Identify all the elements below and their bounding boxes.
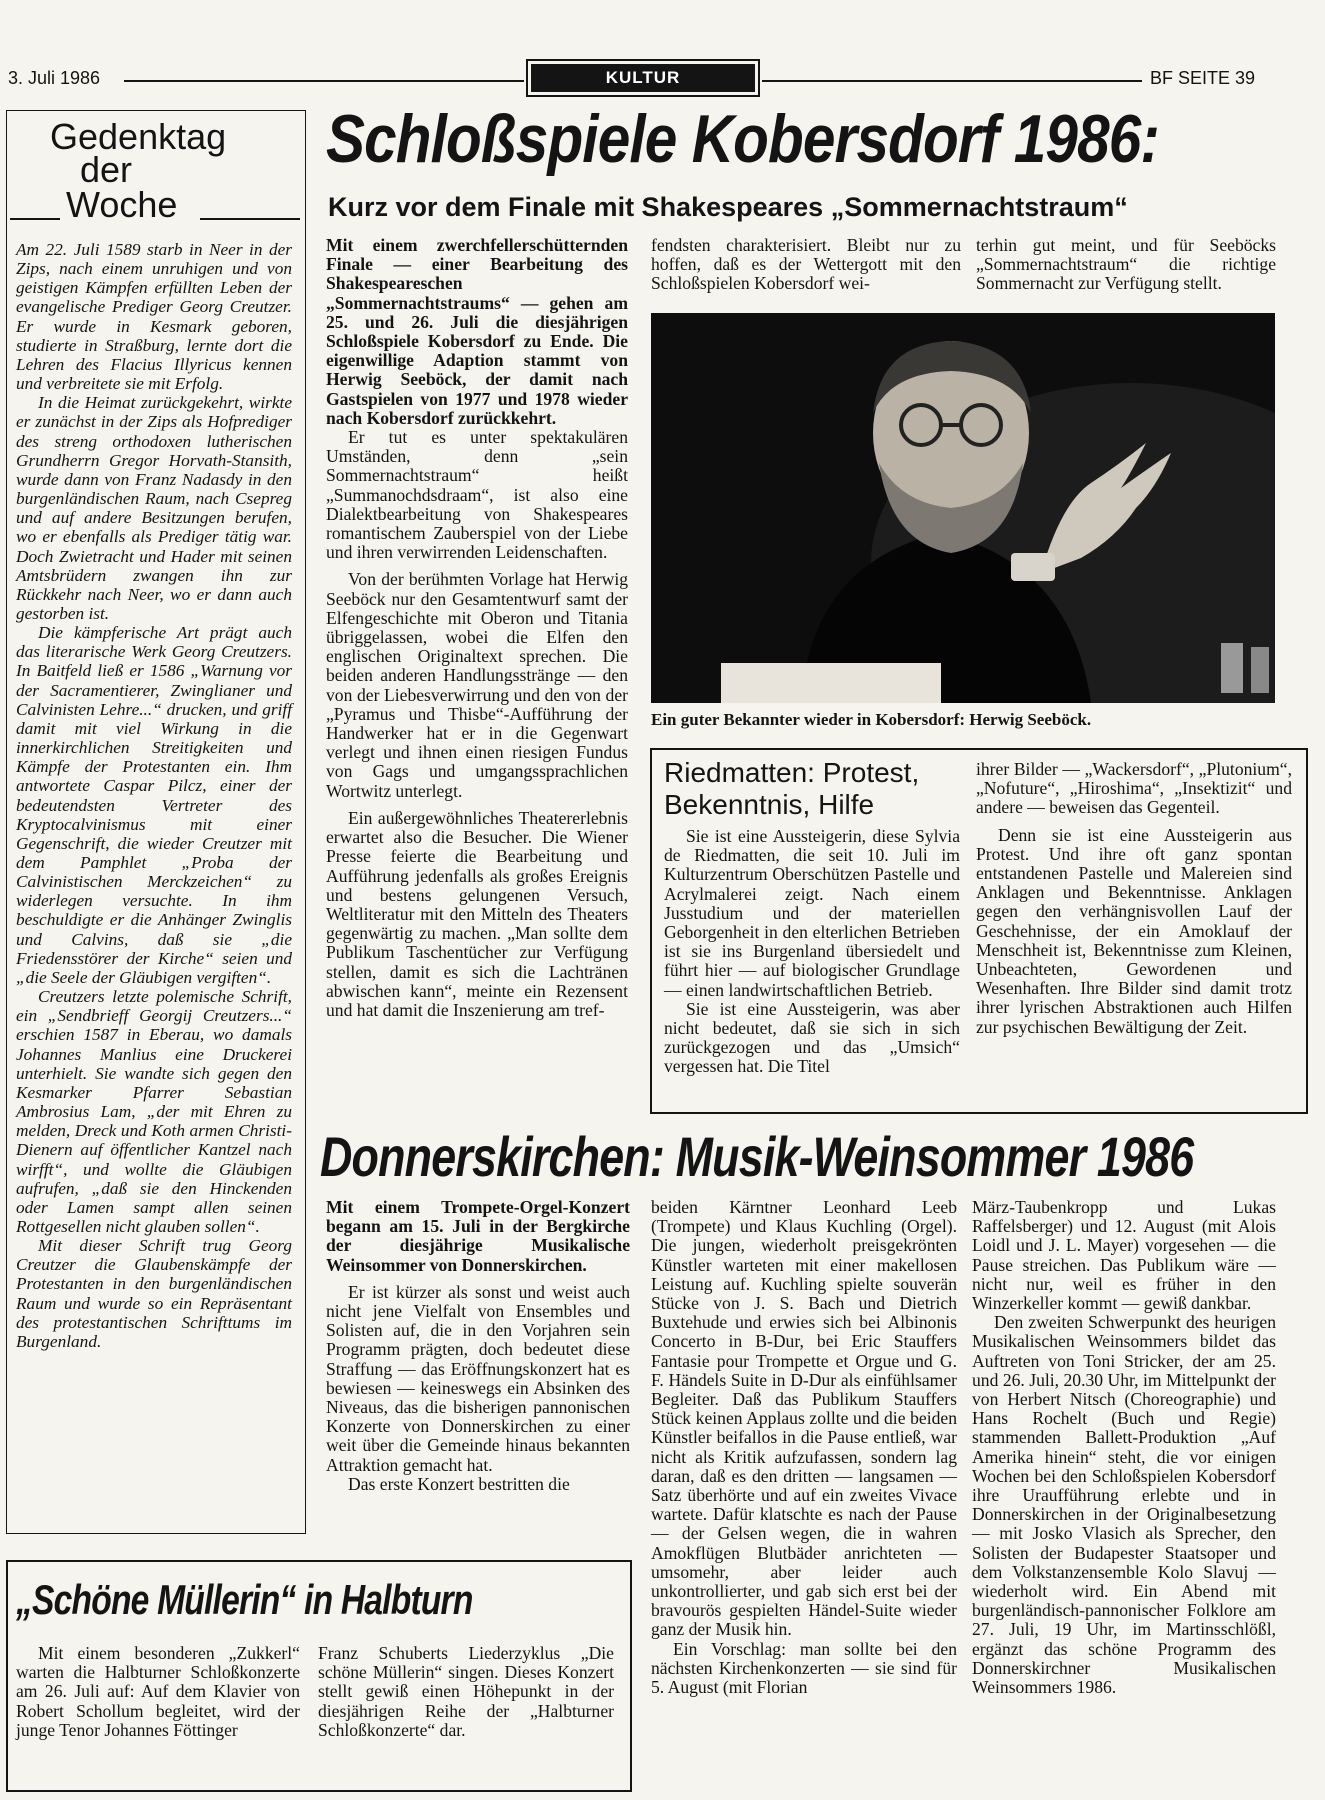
donnerskirchen-column-2 [651, 1198, 957, 1697]
riedmatten-paragraph: Denn sie ist eine Aussteigerin aus Protest. Und ihre oft ganz spontan entstandenen Pastelle und Malereien sind Anklagen und Bekenntnisse. Anklagen gegen den verhängnisvollen Lauf der Geschehnisse, der ein Amoklauf der Menschheit ist, Bekenntnisse zum Kleinen, Unbeachteten, Gewordenen und Wesenhaften. Ihre Bilder sind damit trotz ihrer lyrischen Abstraktionen auch Hilfen zur psychischen Bewältigung der Zeit. [976, 824, 1292, 1037]
riedmatten-column-2 [976, 760, 1292, 1037]
riedmatten-paragraph: ihrer Bilder — „Wackersdorf“, „Plutonium“, „Nofuture“, „Hiroshima“, „Insektizit“ und andere — beweisen das Gegenteil. [976, 759, 1292, 818]
schlossspiele-paragraph: fendsten charakterisiert. Bleibt nur zu hoffen, daß es der Wettergott mit den Schloßspielen Kobersdorf wei- [651, 235, 961, 294]
schlossspiele-column-3 [976, 236, 1276, 294]
schlossspiele-paragraph: Er tut es unter spektakulären Umständen, denn „sein Sommernachtstraum“ heißt „Summanochdsdraam“, ist also eine Dialektbearbeitung von Shakespeares romantischem Zauberspiel von der Liebe und ihren verwirrenden Leidenschaften. [326, 427, 628, 563]
donnerskirchen-lead: Mit einem Trompete-Orgel-Konzert begann am 15. Juli in der Bergkirche der diesjährige Musikalische Weinsommer von Donnerskirchen. [326, 1197, 630, 1275]
gedenktag-title-2: der [80, 149, 133, 190]
schlossspiele-headline: Schloßspiele Kobersdorf 1986: [326, 101, 1160, 177]
donnerskirchen-paragraph: Ein Vorschlag: man sollte bei den nächsten Kirchenkonzerten — sie sind für 5. August (mit Florian [651, 1638, 957, 1698]
photo-caption: Ein guter Bekannter wieder in Kobersdorf: Herwig Seeböck. [651, 710, 1092, 729]
portrait-illustration [651, 313, 1275, 703]
schlossspiele-subheadline: Kurz vor dem Finale mit Shakespeares „Sommernachtstraum“ [328, 192, 1128, 222]
gedenktag-title-1: Gedenktag [50, 116, 227, 157]
issue-date: 3. Juli 1986 [8, 68, 101, 88]
donnerskirchen-paragraph: März-Taubenkropp und Lukas Raffelsberger) und 12. August (mit Alois Loidl und J. L. Mayer) vorgesehen — die Pause streichen. Das Publikum wäre — nicht nur, weil es früher in den Winzerkeller kommt — gewiß dankbar. [972, 1197, 1276, 1314]
schlossspiele-column-1 [326, 236, 628, 1020]
gedenktag-rule-right [200, 218, 300, 220]
page-number: BF SEITE 39 [1150, 68, 1256, 88]
donnerskirchen-column-3 [972, 1198, 1276, 1697]
riedmatten-column-1 [664, 827, 960, 1077]
schlossspiele-paragraph: Ein außergewöhnliches Theatererlebnis erwartet also die Besucher. Die Wiener Presse feierte die Bearbeitung und Aufführung jedenfalls als großes Ereignis und bestens gelungenen Versuch, Weltliteratur mit den Mitteln des Theaters gegenwärtig zu machen. „Man sollte dem Publikum Taschentücher zur Verfügung stellen, damit es sich die Lachtränen abwischen kann“, meinte ein Rezensent und hat damit die Inszenierung am tref- [326, 807, 628, 1020]
header-rule-left [124, 80, 524, 82]
muellerin-paragraph: Mit einem besonderen „Zukkerl“ warten die Halbturner Schloßkonzerte am 26. Juli auf: Auf dem Klavier von Robert Schollum begleitet, wird der junge Tenor Johannes Föttinger [16, 1643, 300, 1740]
gedenktag-rule-left [10, 218, 60, 220]
donnerskirchen-headline: Donnerskirchen: Musik-Weinsommer 1986 [320, 1125, 1194, 1188]
gedenktag-paragraph: Die kämpferische Art prägt auch das literarische Werk Georg Creutzers. In Baitfeld ließ er 1586 „Warnung vor der Sacramentierer, Zwinglianer und Calvinisten Lehre...“ drucken, und griff damit mit viel Wirkung in die innerkirchlichen Streitigkeiten und Kämpfe der Protestanten ein. Ihm antwortete Caspar Pilcz, einer der bedeutendsten Vertreter des Kryptocalvinismus mit einer Gegenschrift, die wieder Creutzer mit dem Pamphlet „Proba der Calvinistischen Merckzeichen“ zu widerlegen versuchte. In ihm beschuldigte er die Anhänger Zwinglis und Calvins, daß sie „die Friedensstörer der Kirche“ seien und „die Seele der Gläubigen vergiften“. [16, 623, 292, 987]
muellerin-column-2 [318, 1644, 614, 1740]
gedenktag-paragraph: Am 22. Juli 1589 starb in Neer in der Zips, nach einem unruhigen und von geistigen Kämpfen erfüllten Leben der evangelische Prediger Georg Creutzer. Er wurde in Kesmark geboren, studierte in Straßburg, lernte dort die Lehren des Flacius Illyricus kennen und verbreitete sie mit Erfolg. [16, 240, 292, 394]
muellerin-headline: „Schöne Müllerin“ in Halbturn [16, 1576, 473, 1623]
riedmatten-paragraph: Sie ist eine Aussteigerin, was aber nicht bedeutet, daß sie sich in sich zurückgezogen und das „Umsich“ vergessen hat. Die Titel [664, 998, 960, 1077]
riedmatten-title-2: Bekenntnis, Hilfe [664, 789, 875, 820]
ressort-label: KULTUR [531, 64, 755, 92]
riedmatten-title-1: Riedmatten: Protest, [664, 757, 920, 788]
donnerskirchen-paragraph: Den zweiten Schwerpunkt des heurigen Musikalischen Weinsommers bildet das Auftreten von Toni Stricker, der am 25. und 26. Juli, 20.30 Uhr, im Mittelpunkt der von Herbert Nitsch (Choreographie) und Hans Rochelt (Buch und Regie) stammenden Ballett-Produktion „Auf Amerika hinein“ steht, die vor einigen Wochen bei den Schloßspielen Kobersdorf ihre Uraufführung erlebte und in Donnerskirchen in der Originalbesetzung — mit Josko Vlasich als Sprecher, den Solisten der Budapester Staatsoper und dem Volkstanzensemble Kolo Slavuj — wiederholt wird. Ein Abend mit burgenländisch-pannonischer Folklore am 27. Juli, 19 Uhr, im Martinsschlößl, ergänzt das schöne Programm des Donnerskirchner Musikalischen Weinsommers 1986. [972, 1312, 1276, 1698]
gedenktag-paragraph: Creutzers letzte polemische Schrift, ein „Sendbrieff Georgij Creutzers...“ erschien 1587 in Eberau, wo damals Johannes Manlius eine Druckerei unterhielt. Sie wandte sich gegen den Kesmarker Pfarrer Sebastian Ambrosius Lam, „der mit Ehren zu melden, Dreck und Koth armen Christi-Dienern auf öffentlicher Kantzel nach wirfft“, und wollte die Gläubigen aufrufen, „daß sie den Hinckenden oder Lamen sampt allen seinen Rottgesellen nicht glauben sollen“. [16, 987, 292, 1236]
schlossspiele-paragraph: terhin gut meint, und für Seeböcks „Sommernachtstraum“ die richtige Sommernacht zur Verfügung stellt. [976, 235, 1276, 294]
schlossspiele-paragraph: Von der berühmten Vorlage hat Herwig Seeböck nur den Gesamtentwurf samt der Elfengeschichte mit Oberon und Titania übriggelassen, wobei die Elfen den englischen Originaltext sprechen. Die beiden anderen Handlungsstränge — den von der Liebesverwirrung und den von der „Pyramus und Thisbe“-Aufführung der Handwerker hat er in die Gegenwart verlegt und ihnen einen riesigen Fundus von Gags und umgangssprachlichen Wortwitz unterlegt. [326, 569, 628, 801]
riedmatten-paragraph: Sie ist eine Aussteigerin, diese Sylvia de Riedmatten, die seit 10. Juli im Kulturzentrum Oberschützen Pastelle und Acrylmalerei zeigt. Nach einem Jusstudium und der materiellen Geborgenheit in den elterlichen Betrieben ist sie ins Burgenland übersiedelt und führt hier — auf biologischer Grundlage — einen landwirtschaftlichen Betrieb. [664, 826, 960, 1000]
donnerskirchen-column-1 [326, 1198, 630, 1494]
header-rule-right [762, 80, 1142, 82]
gedenktag-text [16, 240, 292, 1351]
gedenktag-title-3: Woche [66, 184, 178, 225]
donnerskirchen-paragraph: Er ist kürzer als sonst und weist auch nicht jene Vielfalt von Ensembles und Solisten auf, die in den Vorjahren sein Programm prägten, doch bedeutet diese Straffung — das Eröffnungskonzert hat es bewiesen — keineswegs ein Absinken des Niveaus, das die bisherigen pannonischen Konzerte von Donnerskirchen zu einer weit über die Gemeinde hinaus bekannten Attraktion gemacht hat. [326, 1281, 630, 1475]
donnerskirchen-paragraph: beiden Kärntner Leonhard Leeb (Trompete) und Klaus Kuchling (Orgel). Die jungen, wiederholt preisgekrönten Künstler warteten mit einer makellosen Leistung auf. Kuchling spielte souverän Stücke von J. S. Bach und Dietrich Buxtehude und erwies sich bei Albinonis Concerto in B-Dur, bei Eric Stauffers Fantasie pour Trompette et Orgue und G. F. Händels Suite in D-Dur als einfühlsamer Begleiter. Daß das Publikum Stauffers Stück keinen Applaus zollte und die beiden Künstler beifallos in die Pause entließ, war nicht als Kritik aufzufassen, sondern lag daran, daß es den dritten — langsamen — Satz überhörte und auf ein zweites Vivace wartete. Dafür klatschte es nach der Pause — der Gelsen wegen, die in wahren Amokflügen Blutbäder anrichteten — umsomehr, aber leider auch unkontrollierter, und gab sich erst bei der bravourös gespielten Händel-Suite wieder ganz der Musik hin. [651, 1197, 957, 1640]
muellerin-paragraph: Franz Schuberts Liederzyklus „Die schöne Müllerin“ singen. Dieses Konzert stellt gewiß einen Höhepunkt in der diesjährigen Reihe der „Halbturner Schloßkonzerte“ dar. [318, 1643, 614, 1740]
seeboeck-photo [651, 313, 1275, 703]
gedenktag-paragraph: In die Heimat zurückgekehrt, wirkte er zunächst in der Zips als Hofprediger des streng orthodoxen lutherischen Grundherrn Gregor Horvath-Stansith, wurde dann von Franz Nadasdy in den burgenländischen Raum, nach Csepreg und auf andere Besitzungen berufen, wo er ebenfalls als Prediger tätig war. Doch Zwietracht und Hader mit seinen Amtsbrüdern zwangen ihn zur Rückkehr nach Neer, wo er dann auch gestorben ist. [16, 393, 292, 623]
schlossspiele-column-2 [651, 236, 961, 294]
donnerskirchen-paragraph: Das erste Konzert bestritten die [348, 1473, 570, 1494]
muellerin-column-1 [16, 1644, 300, 1740]
gedenktag-paragraph: Mit dieser Schrift trug Georg Creutzer die Glaubenskämpfe der Protestanten in den burgenländischen Raum und wurde so ein Repräsentant des protestantischen Schrifttums im Burgenland. [16, 1236, 292, 1351]
schlossspiele-lead: Mit einem zwerchfellerschütternden Finale — einer Bearbeitung des Shakespeareschen „Sommernachtstraums“ — gehen am 25. und 26. Juli die diesjährigen Schloßspiele Kobersdorf zu Ende. Die eigenwillige Adaption stammt von Herwig Seeböck, der damit nach Gastspielen von 1977 und 1978 wieder nach Kobersdorf zurückkehrt. [326, 235, 628, 428]
